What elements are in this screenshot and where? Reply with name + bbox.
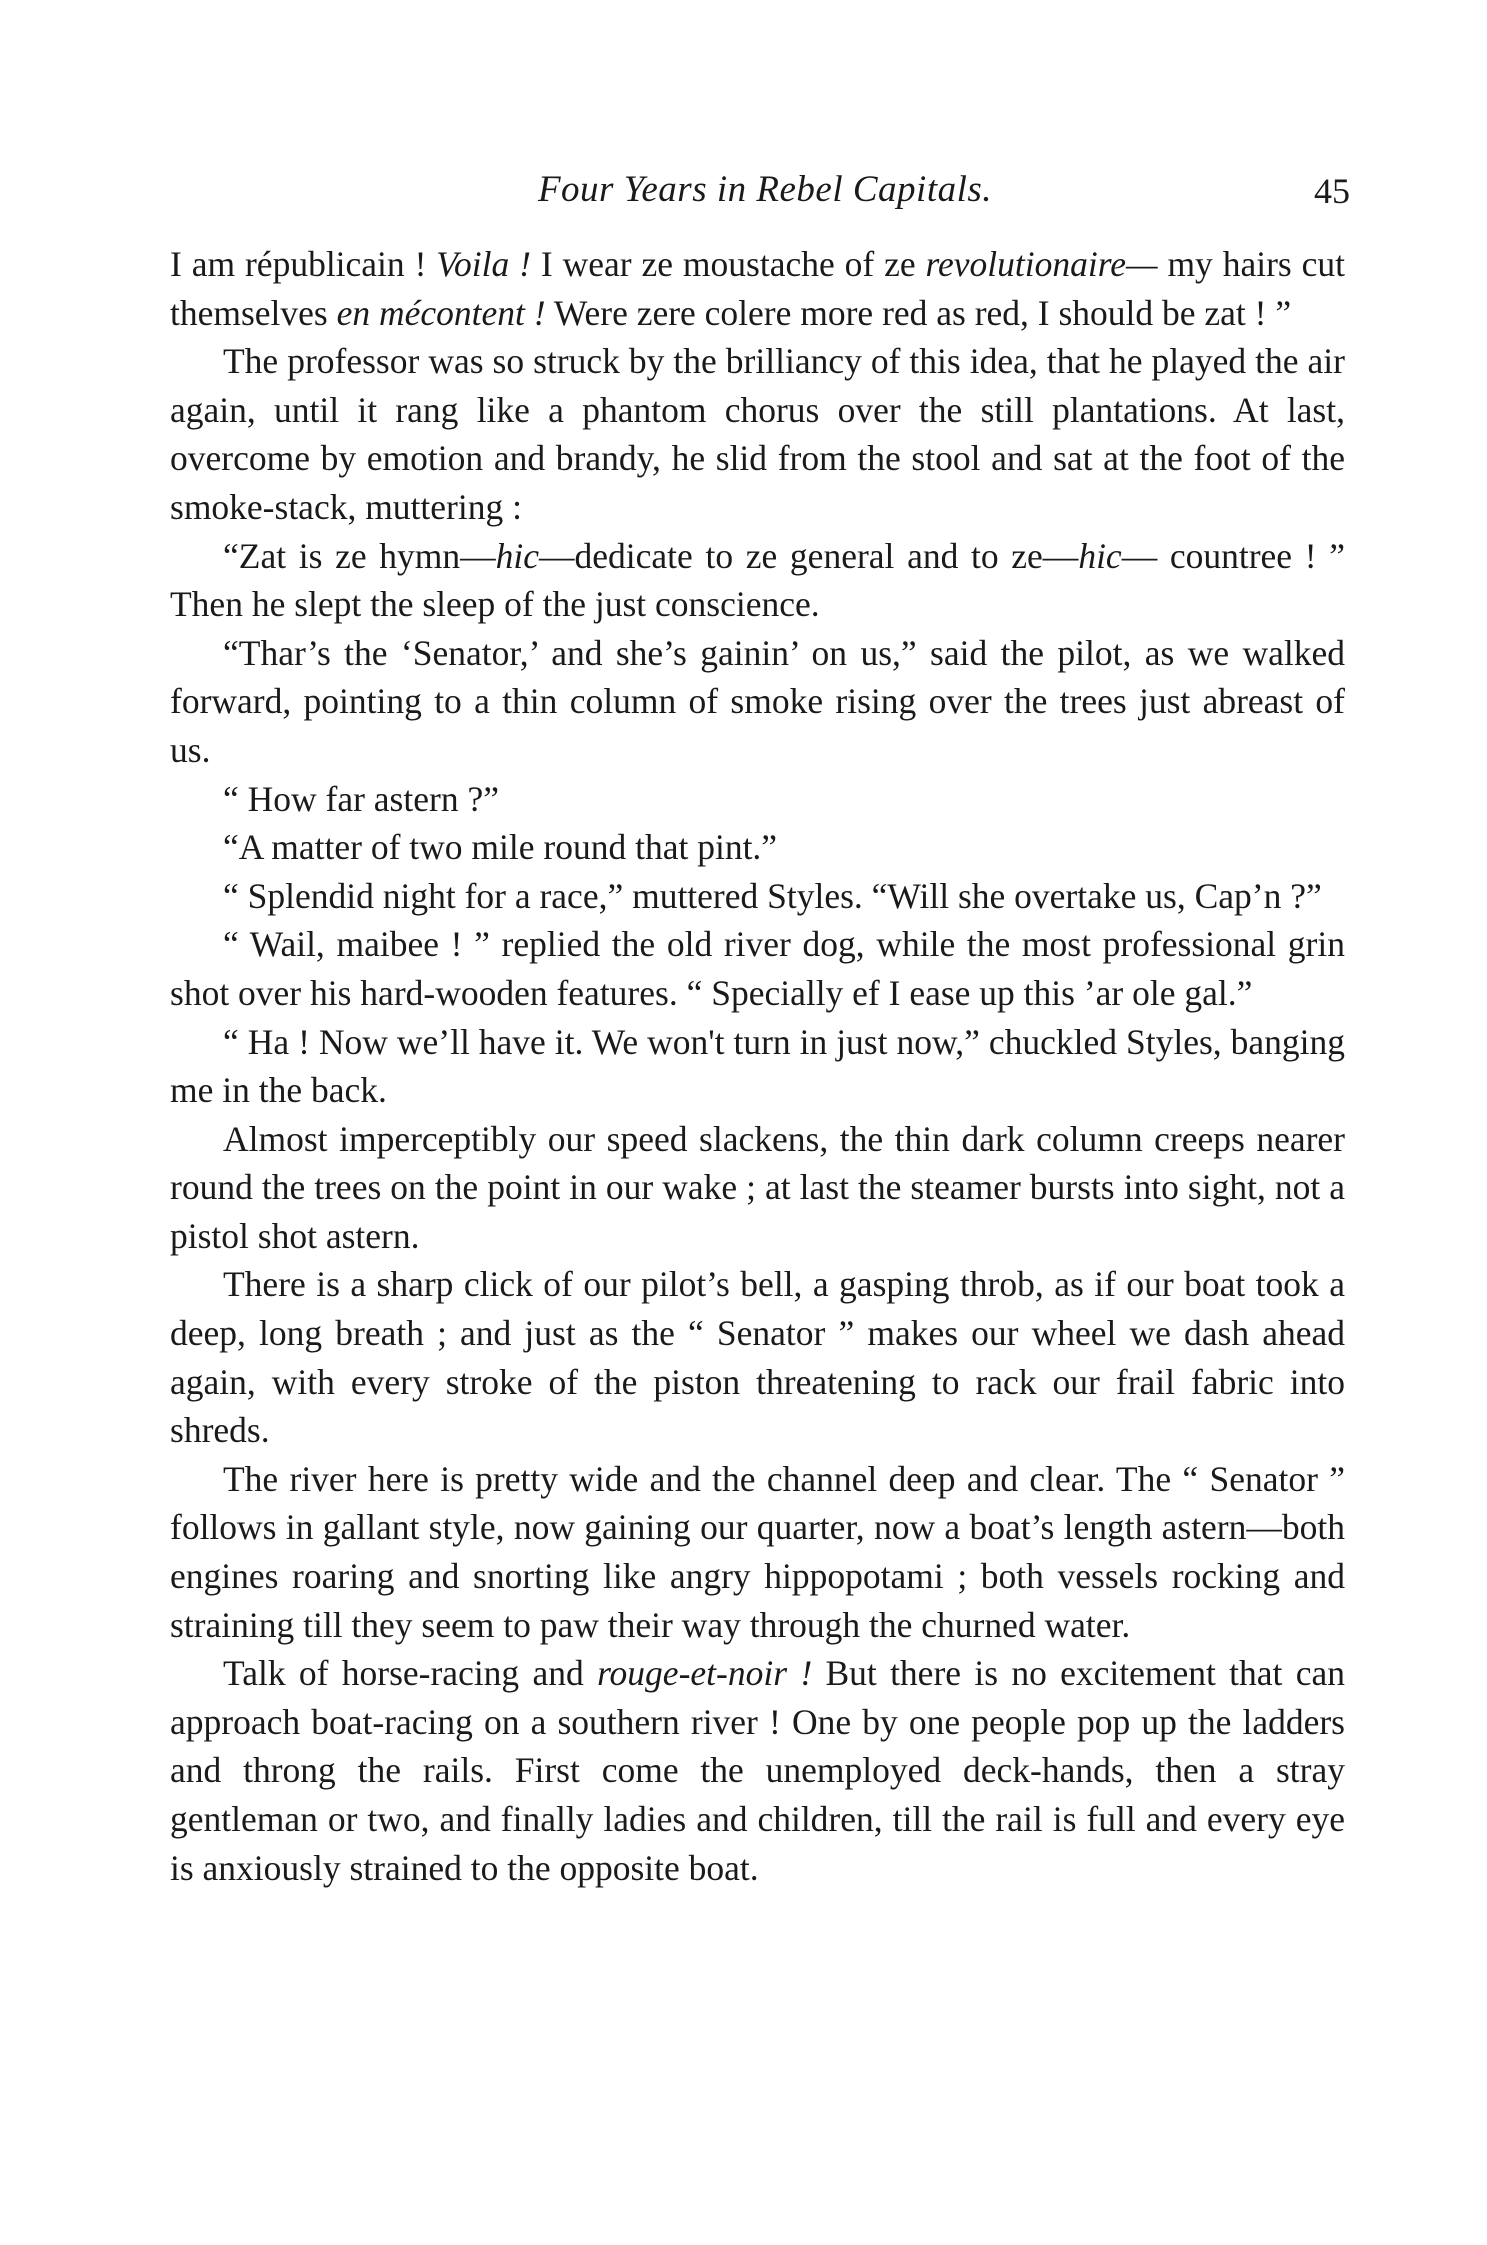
italic-text: revolutionaire— — [925, 244, 1158, 284]
text-run: The river here is pretty wide and the channel deep and clear. The “ Senator ” follows in gallant style, now gaining our quarter, now a boat’s length astern—both engines roaring and snorting like angry hippopotami ; both vessels rocking and straining till they seem to paw their way through the churned water. — [170, 1458, 1345, 1645]
text-run: “ Ha ! Now we’ll have it. We won't turn in just now,” chuckled Styles, banging me in the back. — [170, 1021, 1345, 1111]
text-run: —dedicate to ze general and to ze— — [539, 535, 1079, 576]
paragraph — [170, 1649, 1345, 1892]
italic-text: Voila ! — [436, 244, 531, 284]
text-run: “A matter of two mile round that pint.” — [223, 827, 778, 868]
text-run: I wear ze moustache of ze — [531, 244, 926, 284]
page-header — [170, 168, 1360, 224]
paragraph — [170, 337, 1345, 531]
text-run: The professor was so struck by the brilliancy of this idea, that he played the air again, until it rang like a phantom chorus over the still plantations. At last, overcome by emotion and brandy, he slid from the stool and sat at the foot of the smoke-stack, muttering : — [170, 341, 1345, 527]
text-run: my hairs cut themselves — [170, 244, 1345, 333]
paragraph — [170, 872, 1345, 921]
text-run: “Thar’s the ‘Senator,’ and she’s gainin’ on us,” said the pilot, as we walked forward, pointing to a thin column of smoke rising over the trees just abreast of us. — [170, 632, 1345, 770]
paragraph — [170, 920, 1345, 1017]
paragraph — [170, 532, 1345, 629]
italic-text: en mécontent ! — [336, 292, 546, 333]
page-number: 45 — [1314, 171, 1350, 211]
paragraph — [170, 823, 1345, 872]
italic-text: rouge-et-noir ! — [597, 1653, 813, 1694]
text-run: But there is no excitement that can approach boat-racing on a southern river ! One by one people pop up the ladders and throng the rails. First come the unemployed deck-hands, then a stray gentleman or two, and finally ladies and children, till the rail is full and every eye is anxiously strained to the opposite boat. — [170, 1653, 1345, 1888]
italic-text: hic — [495, 535, 540, 576]
text-run: Were zere colere more red as red, I should be zat ! ” — [545, 292, 1292, 333]
text-run: “ How far astern ?” — [223, 778, 499, 819]
text-run: “ Wail, maibee ! ” replied the old river dog, while the most professional grin shot over his hard-wooden features. “ Specially ef I ease up this ’ar ole gal.” — [170, 924, 1345, 1013]
body-text — [170, 240, 1345, 1892]
paragraph — [170, 775, 1345, 824]
text-run: “ Splendid night for a race,” muttered Styles. “Will she overtake us, Cap’n ?” — [223, 875, 1322, 916]
paragraph — [170, 240, 1345, 337]
italic-text: hic — [1078, 535, 1122, 576]
text-run: — countree ! ” Then he slept the sleep of the just conscience. — [170, 535, 1345, 625]
paragraph — [170, 1455, 1345, 1649]
paragraph — [170, 1018, 1345, 1115]
text-run: Almost imperceptibly our speed slackens, the thin dark column creeps nearer round the trees on the point in our wake ; at last the steamer bursts into sight, not a pistol shot astern. — [170, 1118, 1345, 1256]
running-title: Four Years in Rebel Capitals. — [537, 169, 993, 210]
paragraph — [170, 1260, 1345, 1454]
paragraph — [170, 1115, 1345, 1261]
paragraph — [170, 629, 1345, 775]
text-run: There is a sharp click of our pilot’s bell, a gasping throb, as if our boat took a deep, long breath ; and just as the “ Senator ” makes our wheel we dash ahead again, with every stroke of the piston threatening to rack our frail fabric into shreds. — [170, 1264, 1345, 1451]
text-run: “Zat is ze hymn— — [223, 535, 496, 576]
text-run: I am républicain ! — [170, 244, 437, 284]
text-run: Talk of horse-racing and — [223, 1653, 598, 1694]
